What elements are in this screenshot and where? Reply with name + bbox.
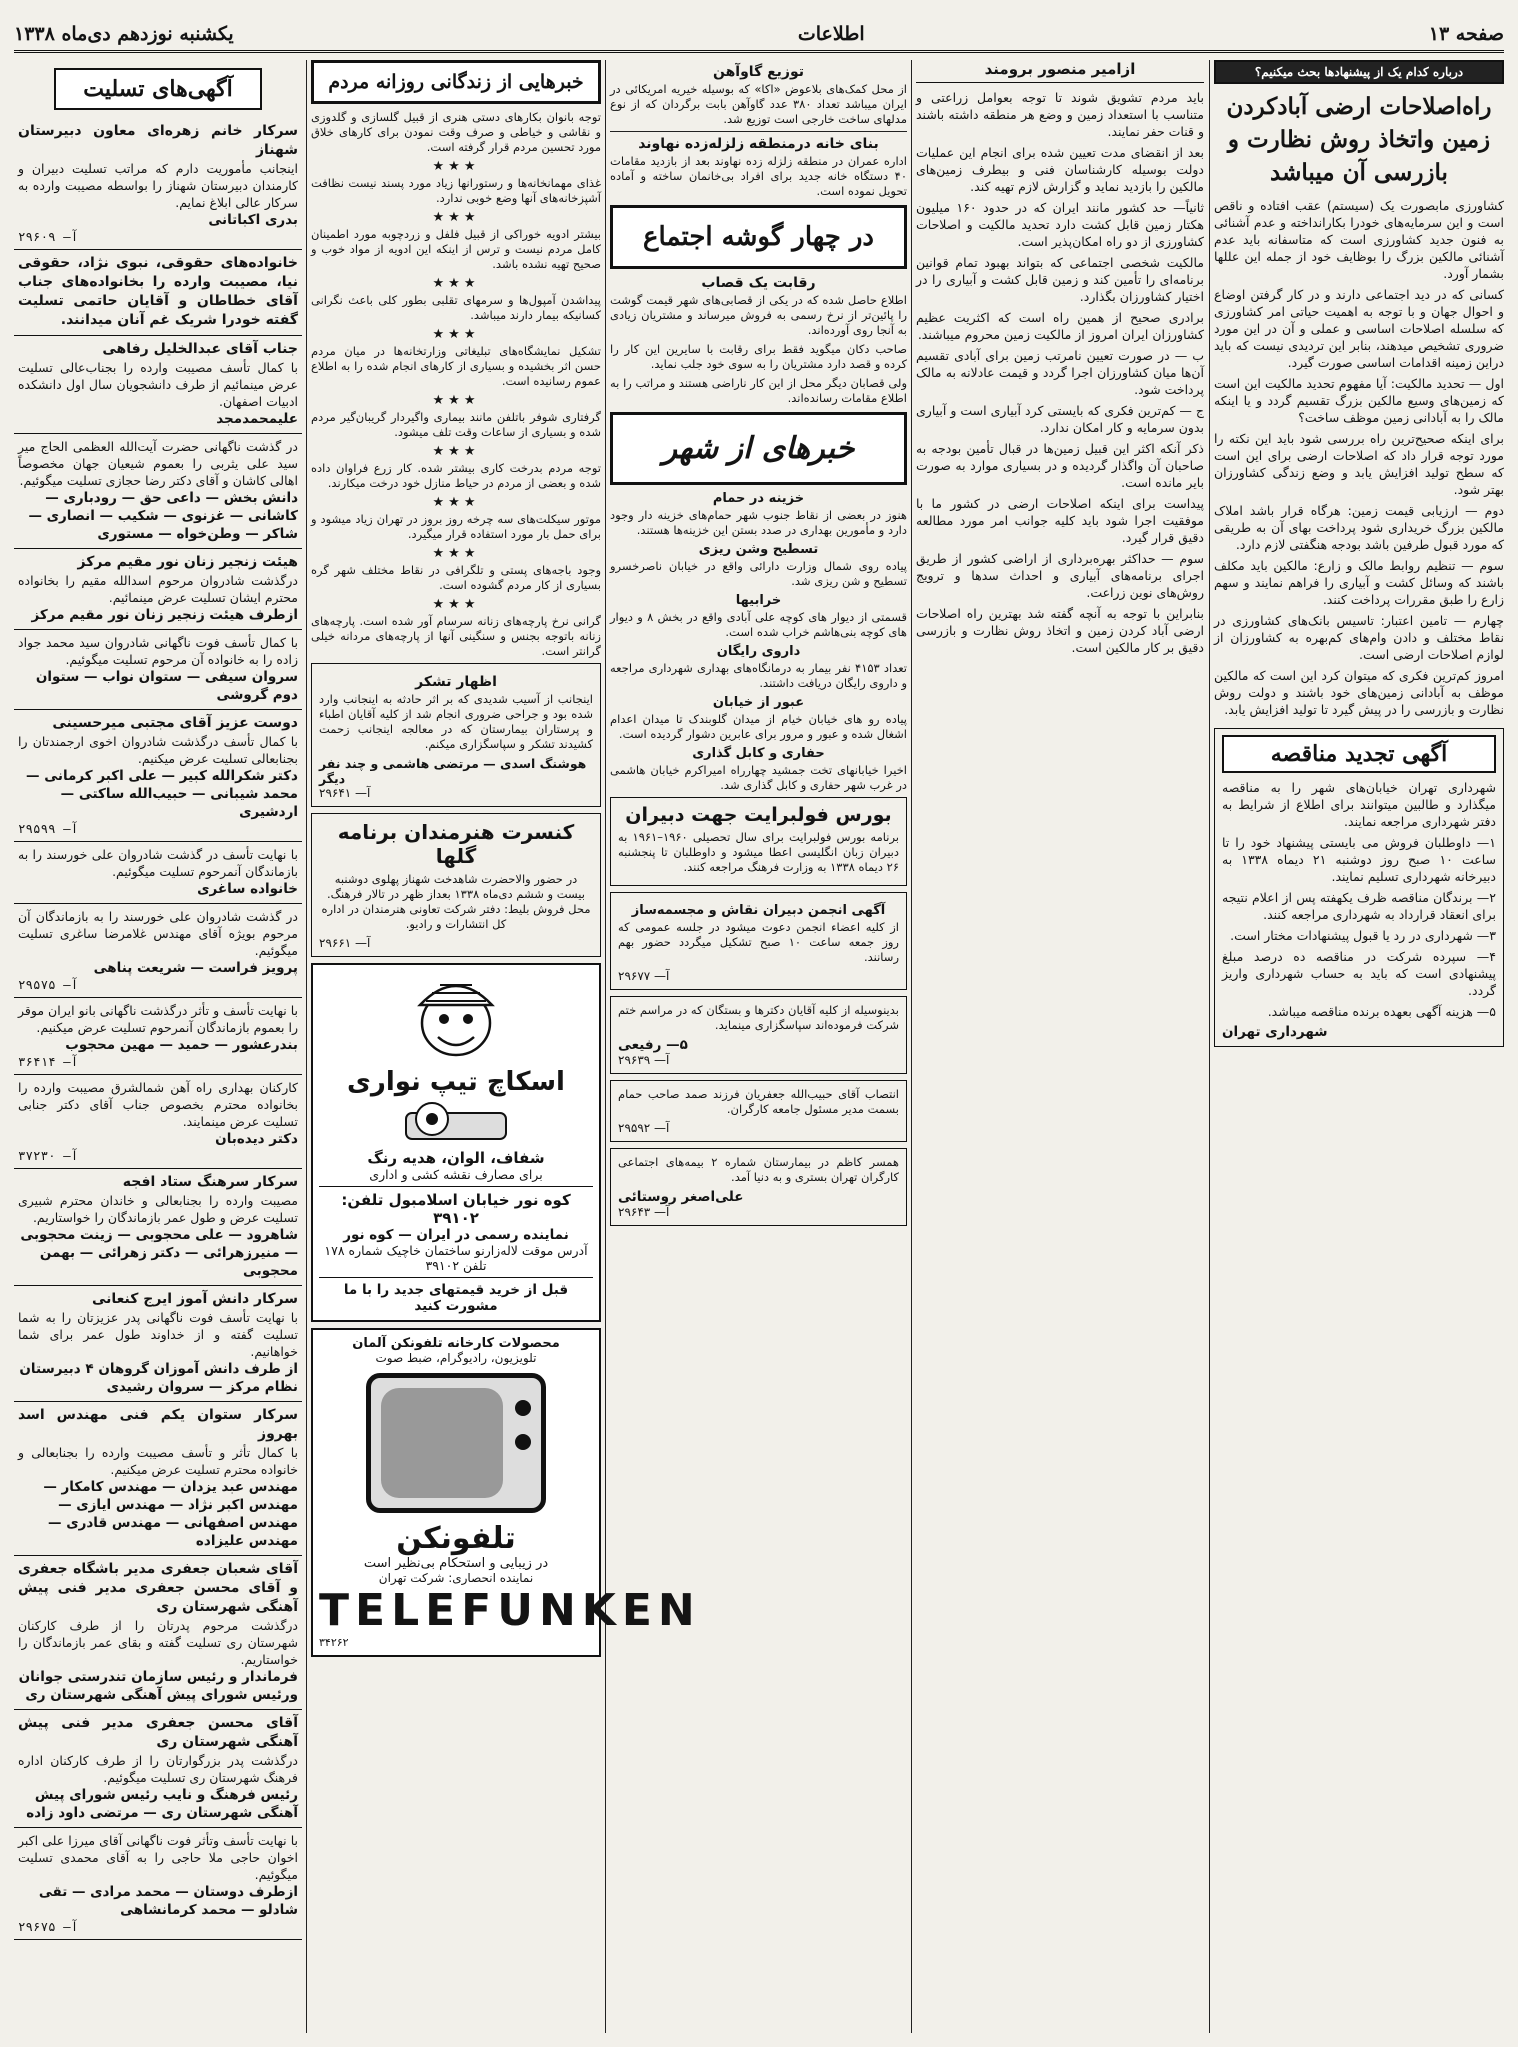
- article-paragraph: ثانیاً— حد کشور مانند ایران که در حدود ۱۶۰ میلیون هکتار زمین قابل کشت دارد تحدید مالکیت و اصلاحات کشاورزی از دو راه امکان‌پذیر است.: [916, 200, 1204, 249]
- city-news-item: [610, 491, 907, 538]
- tender-title: آگهی تجدید مناقصه: [1222, 735, 1496, 773]
- article-paragraph: اول — تحدید مالکیت: آیا مفهوم تحدید مالکیت این است که زمین‌های وسیع مالکین بزرگ تقسیم گردد و یا اینکه مالک را به آبادانی زمین موظف ساخت؟: [1214, 376, 1504, 425]
- notice-signature: دکتر شکرالله کبیر — علی اکبر کرمانی — محمد شیبانی — حبیب‌الله ساکتی — اردشیری: [26, 768, 298, 820]
- tender-notice: [1214, 728, 1504, 1047]
- daily-item: تشکیل نمایشگاه‌های تبلیغاتی وزارتخانه‌ها در میان مردم حسن اثر بخشیده و بسیاری از کارهای انجام شده را به اطلاع عموم رسانیده است.: [311, 344, 601, 388]
- article-paragraph: ج — کم‌ترین فکری که بایستی کرد آبیاری است و آبیاری بدون سرمایه و کار امکان ندارد.: [916, 403, 1204, 435]
- notice-title: دوست عزیز آقای مجتبی میرحسینی: [52, 715, 298, 731]
- notice-signature: دکتر دیده‌بان: [215, 1131, 298, 1147]
- city-news-heading: عبور از خیابان: [712, 695, 805, 710]
- notice-body: با نهایت تأسف وتأثر فوت ناگهانی آقای میرزا علی اکبر اخوان حاجی ملا حاجی را به آقای محمدی تسلیت میگوئیم.: [18, 1833, 298, 1882]
- concert-ad: [311, 813, 601, 957]
- separator-stars: ★★★: [432, 546, 480, 561]
- notice-signature: علیمحمدمجد: [216, 411, 298, 427]
- masthead: [14, 18, 1504, 53]
- article-paragraph: چهارم — تامین اعتبار: تاسیس بانک‌های کشاورزی در نقاط مختلف و دادن وام‌های کم‌بهره به کشاورزان از لوازم اصلاحات ارضی است.: [1214, 613, 1504, 662]
- article-paragraph: امروز کم‌ترین فکری که میتوان کرد این است که مالکین موظف به آبادانی زمین‌های خود باشند و دولت روش نظارت و بازرسی را در پیش گیرد تا تولید افزایش یابد.: [1214, 668, 1504, 717]
- city-news-body: پیاده روی شمال وزارت دارائی واقع در خیابان ناصرخسرو تسطیح و شن ریزی شد.: [610, 559, 907, 588]
- city-news-item: [610, 746, 907, 793]
- condolence-notice: [14, 998, 302, 1075]
- city-news-body: هنوز در بعضی از نقاط جنوب شهر حمام‌های خزینه دار وجود دارد و مأمورین بهداری در صدد بستن این خزینه‌ها هستند.: [610, 508, 907, 537]
- daily-item: وجود باجه‌های پستی و تلگرافی در نقاط مختلف شهر گره بسیاری از کار مردم گشوده است.: [311, 563, 601, 592]
- article-paragraph: کسانی که در دید اجتماعی دارند و در کار گرفتن اوضاع و احوال جهان و با توجه به اهمیت حیاتی امر کشاورزی که سلسله اصلاحات اساسی و عملی و آن در این مورد ضروری تشخیص میدهند، بنابر این تردیدی نیست که باید دراین زمینه اقدامات اساسی صورت گیرد.: [1214, 287, 1504, 370]
- notice-ref: آ— ۲۹۵۹۲: [618, 1121, 670, 1135]
- notice-ref: آ— ۲۹۶۳۹: [618, 1053, 670, 1067]
- condolence-notice: [14, 250, 302, 336]
- notice-ref: آ— ۲۹۶۴۳: [618, 1205, 670, 1219]
- notice-signature: رئیس فرهنگ و نایب رئیس شورای پیش آهنگی شهرستان ری — مرتضی داود زاده: [26, 1787, 298, 1821]
- story-body: اطلاع حاصل شده که در یکی از قصابی‌های شهر قیمت گوشت را پائین‌تر از نرخ رسمی به فروش میرساند و مشتریان زیادی به آنجا روی آورده‌اند.: [610, 293, 907, 337]
- notice-signature: دانش بخش — داعی حق — رودباری — کاشانی — غزنوی — شکیب — انصاری — شاکر — وطن‌خواه — مستوری: [28, 490, 298, 542]
- scotch-line-3: برای مصارف نقشه کشی و اداری: [369, 1167, 543, 1182]
- notice-body: برنامه بورس فولبرایت برای سال تحصیلی ۱۹۶۰–۱۹۶۱ به دبیران زبان انگلیسی اعطا میشود و داوطلبان تا پنجشنبه ۲۶ دیماه ۱۳۳۸ به وزارت فرهنگ مراجعه کنند.: [618, 830, 899, 874]
- condolence-notice: [14, 1286, 302, 1402]
- notice-signature: ازطرف هیئت زنجیر زنان نور مقیم مرکز: [31, 607, 298, 623]
- notice-title: سرکار سرهنگ ستاد افجه: [122, 1174, 298, 1190]
- daily-item: گرانی نرخ پارچه‌های زنانه سرسام آور شده است. پارچه‌های زنانه باتوجه بجنس و سنگینی آنها از پارچه‌های مردانه خیلی گرانتر است.: [311, 614, 601, 658]
- article-byline: ازامیر منصور برومند: [916, 60, 1204, 83]
- notice-body: درگذشت پدر بزرگوارتان را از طرف کارکنان اداره فرهنگ شهرستان ری تسلیت میگوئیم.: [18, 1753, 298, 1785]
- notice-body: همسر کاظم در بیمارستان شماره ۲ بیمه‌های اجتماعی کارگران تهران بستری و به دنیا آمد.: [618, 1155, 899, 1184]
- telefunken-types: تلویزیون، رادیوگرام، ضبط صوت: [375, 1351, 537, 1365]
- scotch-phone: کوه نور خیابان اسلامبول تلفن: ۳۹۱۰۲: [319, 1186, 593, 1227]
- notice-body: با نهایت تأسف فوت ناگهانی پدر عزیزتان را به شما تسلیت گفته و از خداوند طول عمر برای شما خواهانیم.: [18, 1310, 298, 1359]
- notice-body: با نهایت تأسف در گذشت شادروان علی خورسند را به بازماندگان آنمرحوم تسلیت میگوئیم.: [18, 847, 298, 879]
- notice-signature: بندرعشور — حمید — مهین محجوب: [65, 1037, 298, 1053]
- separator-stars: ★★★: [432, 210, 480, 225]
- notice-title: آقای محسن جعفری مدیر فنی پیش آهنگی شهرستان ری: [18, 1715, 298, 1750]
- notice-signature: بدری اکباتانی: [208, 212, 298, 228]
- hospital-notice: [610, 1148, 907, 1226]
- notice-body: در گذشت ناگهانی حضرت آیت‌الله العظمی الحاج میر سید علی یثربی را بعموم شیعیان جهان مخصوصاً اهالی کاشان و آقای دکتر رضا حجازی تسلیت میگوئیم.: [18, 439, 298, 488]
- article-kicker: درباره کدام یک از پیشنهادها بحث میکنیم؟: [1214, 60, 1504, 84]
- condolence-notice: [14, 630, 302, 710]
- article-paragraph: برادری صحیح از همین راه است که اکثریت عظیم کشاورزان ایران امروز از مالکیت زمین محروم میباشند.: [916, 310, 1204, 342]
- daily-item: موتور سیکلت‌های سه چرخه روز بروز در تهران زیاد میشود و برای حمل بار مورد استفاده قرار میگیرد.: [311, 512, 601, 541]
- notice-ref: آ— ۲۹۶۷۷: [618, 969, 670, 983]
- notice-ref: آ— ۲۹۶۷۵: [18, 1919, 79, 1934]
- column-rule: [1209, 60, 1210, 2033]
- city-news-body: تعداد ۴۱۵۳ نفر بیمار به درمانگاه‌های بهداری شهرداری مراجعه و داروی رایگان دریافت داشتند.: [610, 661, 907, 690]
- notice-body: درگذشت مرحوم پدرتان را از طرف کارکنان شهرستان ری تسلیت گفته و بقای عمر بازماندگان را خواستاریم.: [18, 1618, 298, 1667]
- thanks-notice: [610, 996, 907, 1074]
- telefunken-name: تلفونکن: [396, 1521, 516, 1556]
- notice-signature: از طرف دانش آموزان گروهان ۴ دبیرستان نظام مرکز — سروان رشیدی: [19, 1361, 298, 1395]
- notice-title: آقای شعبان جعفری مدیر باشگاه جعفری و آقای محسن جعفری مدیر فنی پیش آهنگی شهرستان ری: [18, 1561, 298, 1615]
- daily-item: توجه بانوان بکارهای دستی هنری از قبیل گلسازی و گلدوزی و نقاشی و خیاطی و صرف وقت نمودن برای کارهای خلاق مورد تحسین مردم قرار گرفته است.: [311, 110, 601, 154]
- separator-stars: ★★★: [432, 444, 480, 459]
- newspaper-name: اطلاعات: [797, 23, 865, 45]
- notice-ref: آ— ۲۹۵۹۹: [18, 821, 79, 836]
- page-number: صفحه ۱۳: [1428, 23, 1504, 45]
- condolence-notice: [14, 1169, 302, 1286]
- article-paragraph: بنابراین با توجه به آنچه گفته شد بهترین راه اصلاحات ارضی آباد کردن زمین و اتخاذ روش نظارت و بازرسی دقیق بر کار مالکین است.: [916, 606, 1204, 655]
- divider: [610, 131, 907, 132]
- condolence-notice: [14, 1402, 302, 1556]
- condolence-notice: [14, 904, 302, 998]
- story-body: ولی قصابان دیگر محل از این کار ناراضی هستند و مراتب را به اطلاع مقامات رسانده‌اند.: [610, 376, 907, 405]
- notice-signature: ۵— رفیعی: [618, 1037, 688, 1053]
- city-news-item: [610, 644, 907, 691]
- article-paragraph: کشاورزی مابصورت یک (سیستم) عقب افتاده و ناقص است و این سرمایه‌های خودرا بکارانداخته و عدم آشنائی به فنون جدید کشاورزی است که متاسفانه باید عدم آشنائی مالکین بزرگ را بوظایف خود از جمله این عللها بشمار آورد.: [1214, 198, 1504, 281]
- notice-ref: آ— ۳۶۴۱۴: [18, 1054, 79, 1069]
- city-news-item: [610, 695, 907, 742]
- story-title: رقابت یک قصاب: [701, 275, 816, 291]
- condolence-notice: [14, 118, 302, 250]
- article-paragraph: دوم — ارزیابی قیمت زمین: هرگاه قرار باشد املاک مالکین بزرگ خریداری شود پرداخت بهای آن به طریقی که مورد قبول طرفین باشد بودجه هنگفتی لازم دارد.: [1214, 503, 1504, 552]
- notice-body: با کمال تأسف درگذشت شادروان اخوی ارجمندتان را بجنابعالی تسلیت عرض میکنیم.: [18, 734, 298, 766]
- article-paragraph: سوم — حداکثر بهره‌برداری از اراضی کشور از طریق اجرای برنامه‌های آبیاری و احداث سدها و ترویج روش‌های نوین زراعت.: [916, 551, 1204, 600]
- notice-signature: سروان سیفی — ستوان نواب — ستوان دوم گروشی: [35, 669, 298, 703]
- notice-signature: خانواده ساغری: [197, 881, 298, 897]
- concert-body: در حضور والاحضرت شاهدخت شهناز پهلوی دوشنبه بیست و ششم دی‌ماه ۱۳۳۸ بعداز ظهر در تالار فرهنگ. محل فروش بلیط: دفتر شرکت تعاونی هنرمندان در اداره کل انتشارات و رادیو.: [321, 872, 591, 931]
- column-rule: [605, 60, 606, 2033]
- condolence-notice: [14, 710, 302, 842]
- notice-signature: پرویز فراست — شریعت پناهی: [93, 960, 298, 976]
- notice-body: با کمال تأسف مصیبت وارده را بجناب‌عالی تسلیت عرض مینمائیم از طرف دانشجویان سال اول دانشکده ادبیات اصفهان.: [18, 360, 298, 409]
- daily-item: گرفتاری شوفر باتلفن مانند بیماری واگیردار گریبان‌گیر مردم شده و بسیاری از ساعات وقت تلف میشود.: [311, 410, 601, 439]
- tender-signature: شهرداری تهران: [1222, 1024, 1328, 1040]
- scotch-slogan: قبل از خرید قیمتهای جدید را با ما مشورت کنید: [319, 1277, 593, 1314]
- notice-body: در گذشت شادروان علی خورسند را به بازماندگان آن مرحوم بویژه آقای مهندس غلامرضا ساغری تسلیت میگوئیم.: [18, 909, 298, 958]
- daily-item: پیداشدن آمپول‌ها و سرمهای تقلبی بطور کلی باعث نگرانی کسانیکه بیمار دارند میباشد.: [311, 293, 601, 322]
- notice-body: کارکنان بهداری راه آهن شمالشرق مصیبت وارده را بخانواده محترم بخصوص جناب آقای دکتر جنابی تسلیت عرض مینمایند.: [18, 1080, 298, 1129]
- notice-body: انتصاب آقای حبیب‌الله جعفریان فرزند صمد صاحب حمام بسمت مدیر مسئول جامعه کارگران.: [618, 1087, 899, 1116]
- column-news: [610, 60, 907, 2033]
- thanks-box: [311, 663, 601, 807]
- article-paragraph: ب — در صورت تعیین نامرتب زمین برای آبادی تقسیم آن‌ها میان کشاورزان اجرا گردد و قیمت عادلانه به مالک پرداخت شود.: [916, 348, 1204, 397]
- separator-stars: ★★★: [432, 276, 480, 291]
- column-rule: [306, 60, 307, 2033]
- condolence-notice: [14, 1710, 302, 1828]
- article-paragraph: باید مردم تشویق شوند تا توجه بعوامل زراعتی و متناسب با استعداد زمین و وضع هر منطقه داشته باشند و قنات حفر نمایند.: [916, 90, 1204, 139]
- notice-title: خانواده‌های حقوقی، نبوی نژاد، حقوقی نیا، مصیبت وارده را بخانواده‌های جناب آقای خطاطان و آقایان حاتمی تسلیت گفته خودرا شریک غم آنان میدانند.: [18, 255, 298, 328]
- tender-item: ۵— هزینه آگهی بعهده برنده مناقصه میباشد.: [1267, 1004, 1496, 1019]
- article-paragraph: ذکر آنکه اکثر این قبیل زمین‌ها در قبال تأمین بودجه به صاحبان آن واگذار گردیده و در بسیاری موارد به صورت بایر مانده است.: [916, 441, 1204, 490]
- section-header-daily: خبرهایی از زندگانی روزانه مردم: [311, 60, 601, 104]
- notice-body: اینجانب مأموریت دارم که مراتب تسلیت دبیران و کارمندان دبیرستان شهناز را بواسطه مصیبت وارده به سرکار عالی ابلاغ نمایم.: [18, 161, 298, 210]
- association-notice: [610, 892, 907, 990]
- notice-title: بورس فولبرایت جهت دبیران: [625, 804, 892, 826]
- city-news-heading: تسطیح وشن ریزی: [698, 542, 819, 557]
- section-header-city: خبرهای از شهر: [610, 412, 907, 485]
- notice-title: سرکار دانش آموز ایرج کنعانی: [91, 1291, 298, 1307]
- story-body: از محل کمک‌های بلاعوض «اکا» که بوسیله خیریه امریکائی در ایران میباشد تعداد ۳۸۰ عدد گاوآهن بابت برگردان که از نوع مدلهای ساخت خارجی است توزیع شد.: [610, 82, 907, 126]
- separator-stars: ★★★: [432, 327, 480, 342]
- telefunken-maker: محصولات کارخانه تلفونکن آلمان: [352, 1336, 560, 1351]
- appointment-notice: [610, 1080, 907, 1142]
- notice-ref: آ— ۳۷۲۳۰: [18, 1148, 79, 1163]
- notice-title: سرکار ستوان یکم فنی مهندس اسد بهروز: [18, 1407, 298, 1442]
- notice-ref: آ— ۲۹۶۴۱: [319, 786, 371, 800]
- telefunken-agent: نماینده انحصاری: شرکت تهران: [378, 1571, 534, 1585]
- fulbright-notice: [610, 797, 907, 886]
- scotch-line-2: شفاف، الوان، هدیه رنگ: [367, 1149, 545, 1167]
- telefunken-ref: ۳۴۲۶۲: [319, 1636, 349, 1649]
- section-header-social: در چهار گوشه اجتماع: [610, 205, 907, 269]
- notice-body: با نهایت تأسف و تأثر درگذشت ناگهانی بانو ایران موقر را بعموم بازماندگان آنمرحوم تسلیت عرض میکنیم.: [18, 1003, 298, 1035]
- story-body: اداره عمران در منطقه زلزله زده نهاوند بعد از بازدید مقامات ۴۰ دستگاه خانه جدید برای افراد بی‌خانمان ساخته و آماده تحویل نموده است.: [610, 154, 907, 198]
- tender-item: ۴— سپرده شرکت در مناقصه ده درصد مبلغ پیشنهادی است که باید به حساب شهرداری واریز گردد.: [1222, 949, 1496, 998]
- notice-ref: آ— ۲۹۶۰۹: [18, 229, 79, 244]
- city-news-body: قسمتی از دیوار های کوچه علی آبادی واقع در بخش ۸ و دیوار های کوچه بنی‌هاشم خراب شده است.: [610, 610, 907, 639]
- separator-stars: ★★★: [432, 159, 480, 174]
- article-paragraph: سوم — تنظیم روابط مالک و زارع: مالکین باید مکلف باشند که وسائل کشت و آبیاری را فراهم نمایند و سهم زارع را طبق مقررات پرداخت کنند.: [1214, 558, 1504, 607]
- city-news-body: اخیرا خیابانهای تخت جمشید چهارراه امیراکرم خیابان هاشمی در غرب شهر حفاری و کابل گذاری شد.: [610, 763, 907, 792]
- scotch-rep: نماینده رسمی در ایران — کوه نور: [343, 1227, 569, 1243]
- column-land-reform: [1214, 60, 1504, 2033]
- city-news-heading: داروی رایگان: [716, 644, 801, 659]
- notice-body: از کلیه اعضاء انجمن دعوت میشود در جلسه عمومی که روز جمعه ساعت ۱۰ صبح تشکیل میگردد حضور بهم رسانند.: [618, 920, 899, 964]
- issue-date: یکشنبه نوزدهم دی‌ماه ۱۳۳۸: [14, 23, 234, 45]
- tender-intro: شهرداری تهران خیابان‌های شهر را به مناقصه میگذارد و طالبین میتوانند برای اطلاع از شرایط به دفتر شهرداری مراجعه نمایند.: [1222, 780, 1496, 829]
- article-paragraph: مالکیت شخصی اجتماعی که بتواند بهبود تمام قوانین برنامه‌ای را تأمین کند و زمین قابل کشت و آبیاری را در اختیار کشاورزان بگذارد.: [916, 255, 1204, 304]
- separator-stars: ★★★: [432, 393, 480, 408]
- scotch-address: آدرس موقت لاله‌زارنو ساختمان خاچیک شماره ۱۷۸ تلفن ۳۹۱۰۲: [324, 1243, 588, 1273]
- column-rule: [911, 60, 912, 2033]
- daily-item: غذای مهمانخانه‌ها و رستورانها زیاد مورد پسند نیست نظافت آشپزخانه‌های آنها وضع خوبی ندارد.: [311, 176, 601, 205]
- condolence-notice: [14, 1556, 302, 1710]
- notice-signature: مهندس عبد یزدان — مهندس کامکار — مهندس اکبر نژاد — مهندس ایازی — مهندس اصفهانی — مهندس قادری — مهندس علیزاده: [43, 1479, 298, 1549]
- column-condolences: [14, 60, 302, 2033]
- notice-body: درگذشت شادروان مرحوم اسدالله مقیم را بخانواده محترم ایشان تسلیت عرض مینمائیم.: [18, 573, 298, 605]
- story-title: توزیع گاوآهن: [713, 64, 804, 80]
- notice-ref: آ— ۲۹۵۷۵: [18, 977, 79, 992]
- tender-item: ۱— داوطلبان فروش می بایستی پیشنهاد خود را تا ساعت ۱۰ صبح روز دوشنبه ۲۱ دیماه ۱۳۳۸ به دبیرخانه شهرداری تسلیم نمایند.: [1222, 835, 1496, 884]
- boy-mascot-icon: [396, 971, 516, 1061]
- notice-signature: فرماندار و رئیس سازمان تندرستی جوانان ورئیس شورای پیش آهنگی شهرستان ری: [18, 1669, 298, 1703]
- story-title: بنای خانه درمنطقه زلزله‌زده نهاوند: [638, 136, 879, 152]
- notice-title: اظهار تشکر: [415, 674, 497, 690]
- city-news-body: پیاده رو های خیابان خیام از میدان گلوبندک تا میدان اعدام اشغال شده و عبور و مرور برای عابرین دشوار گردیده است.: [610, 712, 907, 741]
- notice-title: هیئت زنجیر زنان نور مقیم مرکز: [77, 554, 298, 570]
- city-news-heading: خرابیها: [735, 593, 782, 608]
- separator-stars: ★★★: [432, 495, 480, 510]
- scotch-title: اسکاچ تیپ نواری: [347, 1067, 565, 1097]
- article-paragraph: برای اینکه صحیح‌ترین راه بررسی شود باید این نکته را مورد توجه قرار داد که اصلاحات ارضی برای این است که سطح تولید افزایش یابد و وضع زندگی کشاورزان بهتر شود.: [1214, 431, 1504, 497]
- tender-item: ۲— برندگان مناقصه ظرف یکهفته پس از اعلام نتیجه برای انعقاد قرارداد به شهرداری مراجعه کنند.: [1222, 890, 1496, 922]
- notice-signature: علی‌اصغر روستائی: [618, 1189, 744, 1205]
- tape-dispenser-icon: [396, 1099, 516, 1145]
- story-body: صاحب دکان میگوید فقط برای رقابت با سایرین این کار را کرده و قصد دارد مشتریان را به سوی خود جلب نماید.: [610, 342, 907, 371]
- daily-item: توجه مردم بدرخت کاری بیشتر شده. کار زرع فراوان داده شده و بعضی از مردم در حیاط منازل خود درخت میکارند.: [311, 461, 601, 490]
- condolences-title: آگهی‌های تسلیت: [54, 68, 262, 110]
- city-news-item: [610, 542, 907, 589]
- notice-ref: آ— ۲۹۶۶۱: [319, 936, 371, 950]
- notice-signature: هوشنگ اسدی — مرتضی هاشمی و چند نفر دیگر: [319, 756, 587, 786]
- concert-title: کنسرت هنرمندان برنامه گلها: [337, 820, 575, 868]
- telefunken-tagline: در زیبایی و استحکام بی‌نظیر است: [363, 1556, 549, 1571]
- city-news-heading: خزینه در حمام: [712, 491, 805, 506]
- article-paragraph: بعد از انقضای مدت تعیین شده برای انجام این عملیات دولت بوسیله کارشناسان فنی و بیطرف زمین‌های مالکین را بازدید نماید و گزارش لازم تهیه کند.: [916, 145, 1204, 194]
- telefunken-brand: TELEFUNKEN: [319, 1585, 701, 1636]
- notice-body: با کمال تأسف فوت ناگهانی شادروان سید محمد جواد زاده را به خانواده آن مرحوم تسلیت میگوئیم.: [18, 635, 298, 667]
- condolence-notice: [14, 842, 302, 904]
- condolence-notice: [14, 336, 302, 434]
- separator-stars: ★★★: [432, 597, 480, 612]
- column-land-reform-cont: [916, 60, 1204, 2033]
- tender-item: ۳— شهرداری در رد یا قبول پیشنهادات مختار است.: [1230, 928, 1496, 943]
- notice-signature: ازطرف دوستان — محمد مرادی — تقی شادلو — محمد کرمانشاهی: [38, 1884, 298, 1918]
- notice-body: با کمال تأثر و تأسف مصیبت وارده را بجنابعالی و خانواده محترم تسلیت عرض میکنیم.: [18, 1445, 298, 1477]
- condolence-notice: [14, 1075, 302, 1169]
- condolence-notice: [14, 1828, 302, 1940]
- daily-item: بیشتر ادویه خوراکی از قبیل فلفل و زردچوبه مورد اطمینان کامل مردم نیست و ترس از اینکه این ادویه از مواد خوب و صحیح تهیه نشده باشد.: [311, 227, 601, 271]
- telefunken-ad: [311, 1328, 701, 1657]
- notice-body: اینجانب از آسیب شدیدی که بر اثر حادثه به اینجانب وارد شده بود و جراحی ضروری انجام شد از کلیه آقایان اطباء و پرستاران بیمارستان که در معالجه اینجانب زحمت کشیدند تشکر و سپاسگزاری میکنم.: [319, 692, 593, 751]
- notice-title: جناب آقای عبدالخلیل رفاهی: [102, 341, 298, 357]
- scotch-tape-ad: [311, 963, 601, 1322]
- condolence-notice: [14, 549, 302, 630]
- article-headline: راه‌اصلاحات ارضی آبادکردن زمین واتخاذ روش نظارت و بازرسی آن میباشد: [1226, 93, 1492, 186]
- notice-title: آگهی انجمن دبیران نقاش و مجسمه‌ساز: [631, 903, 886, 918]
- condolence-notice: [14, 434, 302, 549]
- notice-body: مصیبت وارده را بجنابعالی و خاندان محترم شبیری تسلیت عرض و طول عمر بازماندگان را خواستاریم.: [18, 1193, 298, 1225]
- city-news-item: [610, 593, 907, 640]
- television-icon: [366, 1373, 546, 1513]
- city-news-heading: حفاری و کابل گذاری: [692, 746, 825, 761]
- notice-title: سرکار خانم زهره‌ای معاون دبیرستان شهناز: [18, 123, 298, 158]
- notice-body: بدینوسیله از کلیه آقایان دکتر‌ها و بستگان که در مراسم ختم شرکت فرموده‌اند سپاسگزاری مینماید.: [618, 1003, 899, 1032]
- article-paragraph: پیداست برای اینکه اصلاحات ارضی در کشور ما با موفقیت اجرا شود باید کلیه جوانب امر مورد مطالعه دقیق قرار گیرد.: [916, 496, 1204, 545]
- notice-signature: شاهرود — علی محجوبی — زینت محجوبی — منیرزهرائی — دکتر زهرائی — بهمن محجوبی: [20, 1227, 298, 1279]
